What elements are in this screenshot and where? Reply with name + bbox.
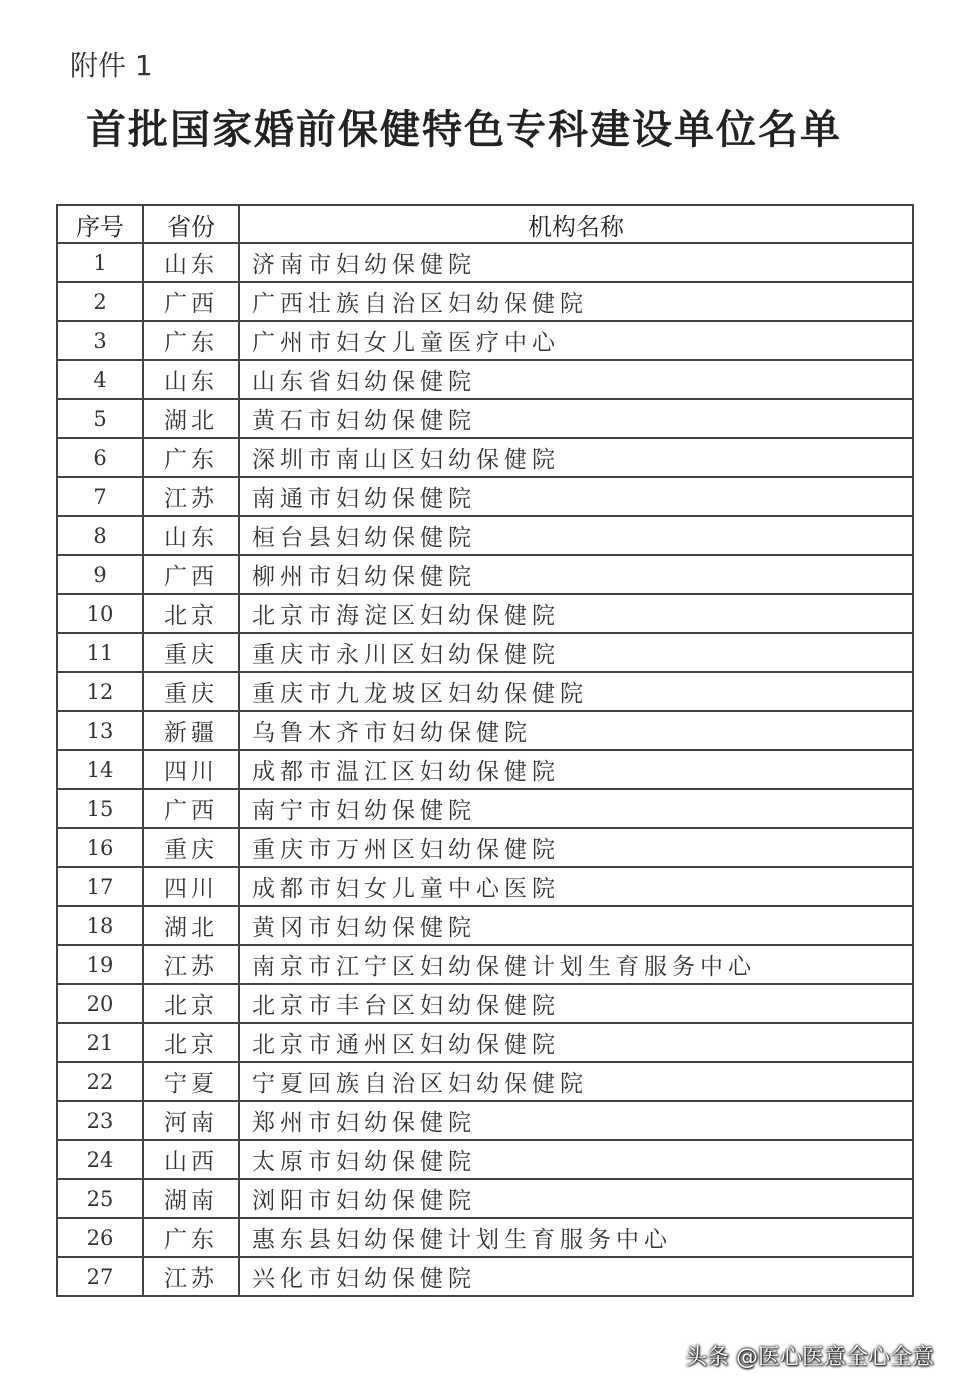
- row-index: 21: [57, 1023, 143, 1062]
- row-institution: 北京市丰台区妇幼保健院: [239, 984, 913, 1023]
- row-index: 24: [57, 1140, 143, 1179]
- document-title: 首批国家婚前保健特色专科建设单位名单: [86, 107, 842, 153]
- table-row: [57, 906, 913, 945]
- row-institution: 山东省妇幼保健院: [239, 360, 913, 399]
- row-province: 四川: [143, 867, 239, 906]
- table-row: [57, 516, 913, 555]
- watermark: 头条 @医心医意全心全意: [685, 1345, 934, 1370]
- row-index: 13: [57, 711, 143, 750]
- row-index: 6: [57, 438, 143, 477]
- row-index: 2: [57, 282, 143, 321]
- table-row: [57, 1257, 913, 1296]
- row-index: 16: [57, 828, 143, 867]
- row-province: 湖北: [143, 399, 239, 438]
- table-row: [57, 945, 913, 984]
- row-province: 北京: [143, 1023, 239, 1062]
- row-institution: 南通市妇幼保健院: [239, 477, 913, 516]
- row-institution: 成都市妇女儿童中心医院: [239, 867, 913, 906]
- row-province: 广西: [143, 789, 239, 828]
- row-province: 广东: [143, 321, 239, 360]
- institution-table: [56, 204, 914, 1297]
- row-institution: 黄冈市妇幼保健院: [239, 906, 913, 945]
- table-row: [57, 672, 913, 711]
- row-province: 河南: [143, 1101, 239, 1140]
- table-row: [57, 1062, 913, 1101]
- row-institution: 重庆市永川区妇幼保健院: [239, 633, 913, 672]
- row-index: 22: [57, 1062, 143, 1101]
- row-institution: 深圳市南山区妇幼保健院: [239, 438, 913, 477]
- row-index: 7: [57, 477, 143, 516]
- attachment-label: 附件 1: [70, 49, 153, 82]
- row-institution: 兴化市妇幼保健院: [239, 1257, 913, 1296]
- row-province: 广东: [143, 438, 239, 477]
- row-index: 1: [57, 243, 143, 282]
- row-index: 23: [57, 1101, 143, 1140]
- table-row: [57, 750, 913, 789]
- row-institution: 柳州市妇幼保健院: [239, 555, 913, 594]
- row-province: 宁夏: [143, 1062, 239, 1101]
- table-row: [57, 1140, 913, 1179]
- row-province: 山东: [143, 243, 239, 282]
- table-row: [57, 360, 913, 399]
- row-institution: 北京市通州区妇幼保健院: [239, 1023, 913, 1062]
- row-province: 北京: [143, 984, 239, 1023]
- table-row: [57, 399, 913, 438]
- table-row: [57, 711, 913, 750]
- header-province: 省份: [143, 205, 239, 243]
- table-row: [57, 867, 913, 906]
- row-institution: 广州市妇女儿童医疗中心: [239, 321, 913, 360]
- header-index: 序号: [57, 205, 143, 243]
- table-row: [57, 1218, 913, 1257]
- row-index: 19: [57, 945, 143, 984]
- row-index: 11: [57, 633, 143, 672]
- row-province: 广西: [143, 282, 239, 321]
- row-institution: 桓台县妇幼保健院: [239, 516, 913, 555]
- row-institution: 郑州市妇幼保健院: [239, 1101, 913, 1140]
- row-institution: 南京市江宁区妇幼保健计划生育服务中心: [239, 945, 913, 984]
- table-row: [57, 594, 913, 633]
- row-province: 湖北: [143, 906, 239, 945]
- row-institution: 广西壮族自治区妇幼保健院: [239, 282, 913, 321]
- row-institution: 宁夏回族自治区妇幼保健院: [239, 1062, 913, 1101]
- row-province: 广东: [143, 1218, 239, 1257]
- row-province: 江苏: [143, 477, 239, 516]
- row-province: 山西: [143, 1140, 239, 1179]
- row-province: 新疆: [143, 711, 239, 750]
- table-row: [57, 1179, 913, 1218]
- row-province: 重庆: [143, 828, 239, 867]
- row-institution: 惠东县妇幼保健计划生育服务中心: [239, 1218, 913, 1257]
- row-province: 四川: [143, 750, 239, 789]
- row-index: 26: [57, 1218, 143, 1257]
- row-index: 5: [57, 399, 143, 438]
- table-row: [57, 321, 913, 360]
- row-province: 山东: [143, 516, 239, 555]
- row-province: 重庆: [143, 633, 239, 672]
- header-institution: 机构名称: [239, 205, 913, 243]
- row-index: 25: [57, 1179, 143, 1218]
- table-row: [57, 633, 913, 672]
- row-index: 27: [57, 1257, 143, 1296]
- row-index: 18: [57, 906, 143, 945]
- table-row: [57, 1023, 913, 1062]
- row-index: 20: [57, 984, 143, 1023]
- table-row: [57, 282, 913, 321]
- row-institution: 重庆市万州区妇幼保健院: [239, 828, 913, 867]
- row-index: 12: [57, 672, 143, 711]
- row-institution: 成都市温江区妇幼保健院: [239, 750, 913, 789]
- row-province: 湖南: [143, 1179, 239, 1218]
- row-institution: 南宁市妇幼保健院: [239, 789, 913, 828]
- table-row: [57, 984, 913, 1023]
- row-institution: 乌鲁木齐市妇幼保健院: [239, 711, 913, 750]
- table-row: [57, 243, 913, 282]
- row-province: 广西: [143, 555, 239, 594]
- row-index: 17: [57, 867, 143, 906]
- row-province: 山东: [143, 360, 239, 399]
- row-institution: 重庆市九龙坡区妇幼保健院: [239, 672, 913, 711]
- row-index: 8: [57, 516, 143, 555]
- row-institution: 黄石市妇幼保健院: [239, 399, 913, 438]
- table-row: [57, 828, 913, 867]
- table-row: [57, 438, 913, 477]
- row-province: 北京: [143, 594, 239, 633]
- row-index: 15: [57, 789, 143, 828]
- table-header-row: [57, 205, 913, 243]
- row-index: 14: [57, 750, 143, 789]
- row-province: 江苏: [143, 1257, 239, 1296]
- row-index: 3: [57, 321, 143, 360]
- row-institution: 太原市妇幼保健院: [239, 1140, 913, 1179]
- row-institution: 北京市海淀区妇幼保健院: [239, 594, 913, 633]
- row-institution: 济南市妇幼保健院: [239, 243, 913, 282]
- table-row: [57, 477, 913, 516]
- row-province: 重庆: [143, 672, 239, 711]
- row-index: 9: [57, 555, 143, 594]
- table-row: [57, 555, 913, 594]
- table-row: [57, 789, 913, 828]
- table-row: [57, 1101, 913, 1140]
- row-index: 4: [57, 360, 143, 399]
- row-index: 10: [57, 594, 143, 633]
- row-institution: 浏阳市妇幼保健院: [239, 1179, 913, 1218]
- row-province: 江苏: [143, 945, 239, 984]
